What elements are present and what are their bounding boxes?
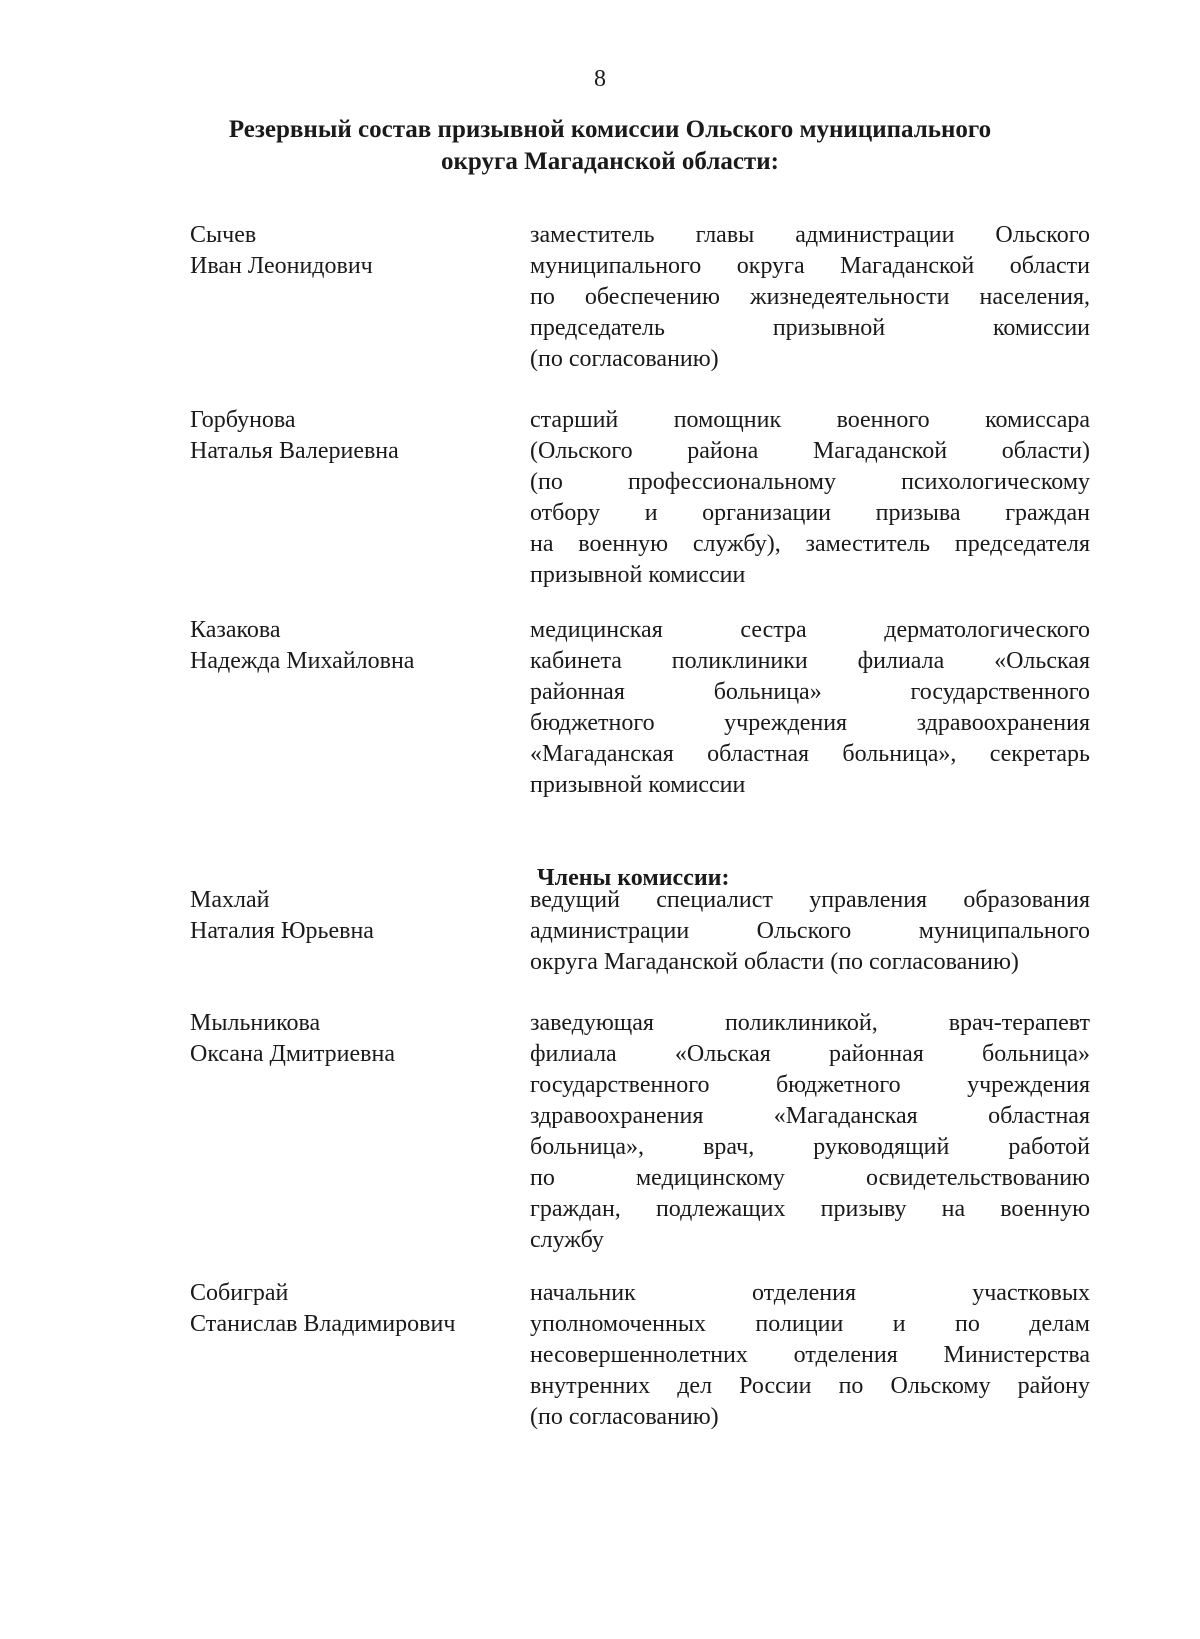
description-line: заместитель главы администрации Ольского — [530, 222, 1090, 248]
person-name — [190, 1008, 510, 1070]
page-number: 8 — [594, 66, 606, 92]
document-title — [150, 114, 1070, 178]
person-surname: Махлай — [190, 887, 270, 913]
description-line: на военную службу), заместитель председателя — [530, 531, 1090, 557]
description-line: районная больница» государственного — [530, 679, 1090, 705]
description-line: муниципального округа Магаданской области — [530, 253, 1090, 279]
description-line: здравоохранения «Магаданская областная — [530, 1103, 1090, 1129]
description-line: бюджетного учреждения здравоохранения — [530, 710, 1090, 736]
description-line: «Магаданская областная больница», секретарь — [530, 741, 1090, 767]
person-surname: Казакова — [190, 617, 281, 643]
description-line: (Ольского района Магаданской области) — [530, 438, 1090, 464]
description-line: администрации Ольского муниципального — [530, 918, 1090, 944]
person-name — [190, 615, 510, 677]
person-surname: Мыльникова — [190, 1010, 321, 1036]
members-heading: Члены комиссии: — [537, 865, 730, 891]
position-description — [530, 615, 1090, 801]
person-surname: Горбунова — [190, 407, 296, 433]
description-line: больница», врач, руководящий работой — [530, 1134, 1090, 1160]
person-given-names: Надежда Михайловна — [190, 648, 415, 674]
position-description — [530, 405, 1090, 591]
description-line: старший помощник военного комиссара — [530, 407, 1090, 433]
description-line: уполномоченных полиции и по делам — [530, 1311, 1090, 1337]
person-name — [190, 1278, 510, 1340]
description-line: службу — [530, 1227, 604, 1253]
position-description — [530, 220, 1090, 375]
description-line: медицинская сестра дерматологического — [530, 617, 1090, 643]
description-line: филиала «Ольская районная больница» — [530, 1041, 1090, 1067]
person-given-names: Оксана Дмитриевна — [190, 1041, 395, 1067]
description-line: начальник отделения участковых — [530, 1280, 1090, 1306]
description-line: округа Магаданской области (по согласованию) — [530, 949, 1019, 975]
description-line: граждан, подлежащих призыву на военную — [530, 1196, 1090, 1222]
description-line: по обеспечению жизнедеятельности населения, — [530, 284, 1090, 310]
description-line: кабинета поликлиники филиала «Ольская — [530, 648, 1090, 674]
person-surname: Собиграй — [190, 1280, 289, 1306]
person-given-names: Станислав Владимирович — [190, 1311, 456, 1337]
person-given-names: Иван Леонидович — [190, 253, 373, 279]
description-line: внутренних дел России по Ольскому району — [530, 1373, 1090, 1399]
title-line: Резервный состав призывной комиссии Ольского муниципального — [228, 116, 992, 143]
description-line: несовершеннолетних отделения Министерства — [530, 1342, 1090, 1368]
person-name — [190, 405, 510, 467]
description-line: (по профессиональному психологическому — [530, 469, 1090, 495]
description-line: призывной комиссии — [530, 562, 746, 588]
position-description — [530, 1008, 1090, 1256]
description-line: призывной комиссии — [530, 772, 746, 798]
description-line: заведующая поликлиникой, врач-терапевт — [530, 1010, 1090, 1036]
description-line: отбору и организации призыва граждан — [530, 500, 1090, 526]
person-surname: Сычев — [190, 222, 257, 248]
description-line: (по согласованию) — [530, 346, 719, 372]
person-given-names: Наталья Валериевна — [190, 438, 399, 464]
description-line: (по согласованию) — [530, 1404, 719, 1430]
title-line: округа Магаданской области: — [441, 148, 779, 175]
person-name — [190, 885, 510, 947]
description-line: государственного бюджетного учреждения — [530, 1072, 1090, 1098]
description-line: председатель призывной комиссии — [530, 315, 1090, 341]
description-line: ведущий специалист управления образования — [530, 887, 1090, 913]
position-description — [530, 1278, 1090, 1433]
person-given-names: Наталия Юрьевна — [190, 918, 374, 944]
position-description — [530, 885, 1090, 978]
description-line: по медицинскому освидетельствованию — [530, 1165, 1090, 1191]
person-name — [190, 220, 510, 282]
